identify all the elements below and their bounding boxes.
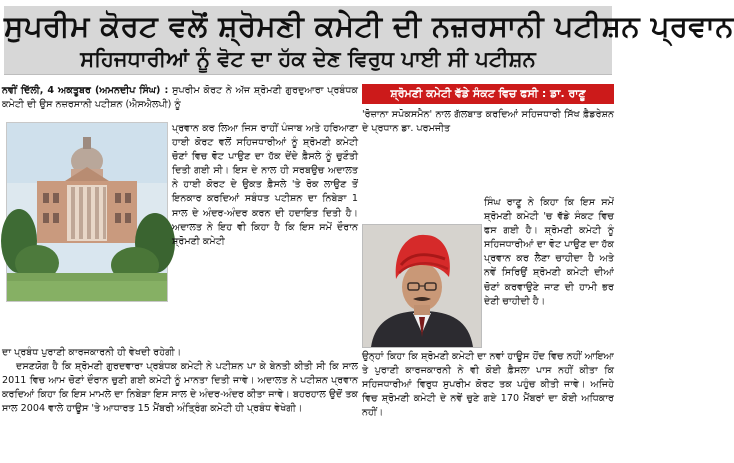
left-article-lead	[2, 84, 358, 112]
right-article-para2: ਉਨ੍ਹਾਂ ਕਿਹਾ ਕਿ ਸ਼੍ਰੋਮਣੀ ਕਮੇਟੀ ਦਾ ਨਵਾਂ ਹਾਊਸ ਹੋਂਦ ਵਿਚ ਨਹੀਂ ਆਇਆ ਤੇ ਪੁਰਾਣੀ ਕਾਰਜਕਾਰਨੀ ਨੇ ਵੀ ਕੋਈ ਫ਼ੈਸਲਾ ਪਾਸ ਨਹੀਂ ਕੀਤਾ ਕਿ ਸਹਿਜਧਾਰੀਆਂ ਵਿਰੁਧ ਸੁਪਰੀਮ ਕੋਰਟ ਤਕ ਪਹੁੰਚ ਕੀਤੀ ਜਾਵੇ। ਅਜਿਹੇ ਵਿਚ ਸ਼੍ਰੋਮਣੀ ਕਮੇਟੀ ਦੇ ਨਵੇਂ ਚੁਣੇ ਗਏ 170 ਮੈਂਬਰਾਂ ਦਾ ਕੋਈ ਅਧਿਕਾਰ ਨਹੀਂ।	[362, 351, 614, 419]
left-article-para2: ਦਸਣਯੋਗ ਹੈ ਕਿ ਸ਼੍ਰੋਮਣੀ ਗੁਰਦਵਾਰਾ ਪ੍ਰਬੰਧਕ ਕਮੇਟੀ ਨੇ ਪਟੀਸ਼ਨ ਪਾ ਕੇ ਬੇਨਤੀ ਕੀਤੀ ਸੀ ਕਿ ਸਾਲ 2011 ਵਿਚ ਆਮ ਚੋਣਾਂ ਦੌਰਾਨ ਚੁਣੀ ਗਈ ਕਮੇਟੀ ਨੂੰ ਮਾਨਤਾ ਦਿਤੀ ਜਾਵੇ। ਅਦਾਲਤ ਨੇ ਪਟੀਸ਼ਨ ਪ੍ਰਵਾਨ ਕਰਦਿਆਂ ਕਿਹਾ ਕਿ ਇਸ ਮਾਮਲੇ ਦਾ ਨਿਬੇੜਾ ਇਸ ਸਾਲ ਦੇ ਅੰਦਰ-ਅੰਦਰ ਕੀਤਾ ਜਾਵੇ। ਬਹਰਹਾਲ ਉਦੋਂ ਤਕ ਸਾਲ 2004 ਵਾਲੇ ਹਾਊਸ 'ਤੇ ਆਧਾਰਤ 15 ਮੈਂਬਰੀ ਅੰਤ੍ਰਿੰਗ ਕਮੇਟੀ ਹੀ ਪ੍ਰਬੰਧ ਵੇਖੇਗੀ।	[2, 361, 358, 415]
right-article-para1: 'ਰੋਜ਼ਾਨਾ ਸਪੋਕਸਮੈਨ' ਨਾਲ ਗੱਲਬਾਤ ਕਰਦਿਆਂ ਸਹਿਜਧਾਰੀ ਸਿੱਖ ਫ਼ੈਡਰੇਸ਼ਨ ਦੇ ਪ੍ਰਧਾਨ ਡਾ. ਪਰਮਜੀਤ	[362, 109, 614, 135]
right-article-heading: ਸ਼੍ਰੋਮਣੀ ਕਮੇਟੀ ਵੱਡੇ ਸੰਕਟ ਵਿਚ ਫਸੀ : ਡਾ. ਰਾਣੂ	[362, 84, 614, 104]
portrait-illustration	[363, 225, 481, 347]
main-headline: ਸੁਪਰੀਮ ਕੋਰਟ ਵਲੋਂ ਸ਼੍ਰੋਮਣੀ ਕਮੇਟੀ ਦੀ ਨਜ਼ਰਸਾਨੀ ਪਟੀਸ਼ਨ ਪ੍ਰਵਾਨ	[4, 9, 734, 43]
right-article-wrap-text: ਸਿੰਘ ਰਾਣੂ ਨੇ ਕਿਹਾ ਕਿ ਇਸ ਸਮੇਂ ਸ਼੍ਰੋਮਣੀ ਕਮੇਟੀ 'ਚ ਵੱਡੇ ਸੰਕਟ ਵਿਚ ਫਸ ਗਈ ਹੈ। ਸ਼੍ਰੋਮਣੀ ਕਮੇਟੀ ਨੂੰ ਸਹਿਜਧਾਰੀਆਂ ਦਾ ਵੋਟ ਪਾਉਣ ਦਾ ਹੱਕ ਪ੍ਰਵਾਨ ਕਰ ਲੈਣਾ ਚਾਹੀਦਾ ਹੈ ਅਤੇ ਨਵੇਂ ਸਿਰਿਉਂ ਸ਼੍ਰੋਮਣੀ ਕਮੇਟੀ ਦੀਆਂ ਚੋਣਾਂ ਕਰਵਾਉਣੇ ਜਾਣ ਦੀ ਹਾਮੀ ਭਰ ਦੇਣੀ ਚਾਹੀਦੀ ਹੈ।	[484, 197, 614, 307]
right-article	[362, 84, 614, 460]
left-article-body	[2, 346, 358, 416]
left-article	[2, 84, 358, 460]
lead-text: ਸੁਪਰੀਮ ਕੋਰਟ ਨੇ ਅੱਜ ਸ਼੍ਰੋਮਣੀ ਗੁਰਦੁਆਰਾ ਪ੍ਰਬੰਧਕ ਕਮੇਟੀ ਦੀ ਉਸ ਨਜ਼ਰਸਾਨੀ ਪਟੀਸ਼ਨ (ਐਸਐਲਪੀ) ਨੂੰ	[2, 85, 358, 111]
dateline: ਨਵੀਂ ਦਿੱਲੀ, 4 ਅਕਤੂਬਰ (ਅਮਨਦੀਪ ਸਿੰਘ) :	[2, 85, 169, 96]
left-article-after-photo: ਦਾ ਪ੍ਰਬੰਧ ਪੁਰਾਣੀ ਕਾਰਜਕਾਰਨੀ ਹੀ ਵੇਖਦੀ ਰਹੇਗੀ।	[2, 347, 182, 358]
headline-banner	[4, 6, 734, 75]
sub-headline: ਸਹਿਜਧਾਰੀਆਂ ਨੂੰ ਵੋਟ ਦਾ ਹੱਕ ਦੇਣ ਵਿਰੁਧ ਪਾਈ ਸੀ ਪਟੀਸ਼ਨ	[80, 47, 536, 71]
supreme-court-illustration	[7, 123, 167, 301]
supreme-court-photo	[6, 122, 168, 302]
left-article-wrap-text: ਪ੍ਰਵਾਨ ਕਰ ਲਿਆ ਜਿਸ ਰਾਹੀਂ ਪੰਜਾਬ ਅਤੇ ਹਰਿਆਣਾ ਹਾਈ ਕੋਰਟ ਵਲੋਂ ਸਹਿਜਧਾਰੀਆਂ ਨੂੰ ਸ਼੍ਰੋਮਣੀ ਕਮੇਟੀ ਚੋਣਾਂ ਵਿਚ ਵੋਟ ਪਾਉਣ ਦਾ ਹੱਕ ਦੇਂਦੇ ਫ਼ੈਸਲੇ ਨੂੰ ਚੁਣੌਤੀ ਦਿਤੀ ਗਈ ਸੀ। ਇਸ ਦੇ ਨਾਲ ਹੀ ਸਰਬਉਚ ਅਦਾਲਤ ਨੇ ਹਾਈ ਕੋਰਟ ਦੇ ਉਕਤ ਫ਼ੈਸਲੇ 'ਤੇ ਰੋਕ ਲਾਉਣ ਤੋਂ ਇਨਕਾਰ ਕਰਦਿਆਂ ਸਬੰਧਤ ਪਟੀਸ਼ਨ ਦਾ ਨਿਬੇੜਾ 1 ਸਾਲ ਦੇ ਅੰਦਰ-ਅੰਦਰ ਕਰਨ ਦੀ ਹਦਾਇਤ ਦਿਤੀ ਹੈ। ਅਦਾਲਤ ਨੇ ਇਹ ਵੀ ਕਿਹਾ ਹੈ ਕਿ ਇਸ ਸਮੇਂ ਦੌਰਾਨ ਸ਼੍ਰੋਮਣੀ ਕਮੇਟੀ	[172, 123, 358, 247]
portrait-photo	[362, 224, 482, 348]
